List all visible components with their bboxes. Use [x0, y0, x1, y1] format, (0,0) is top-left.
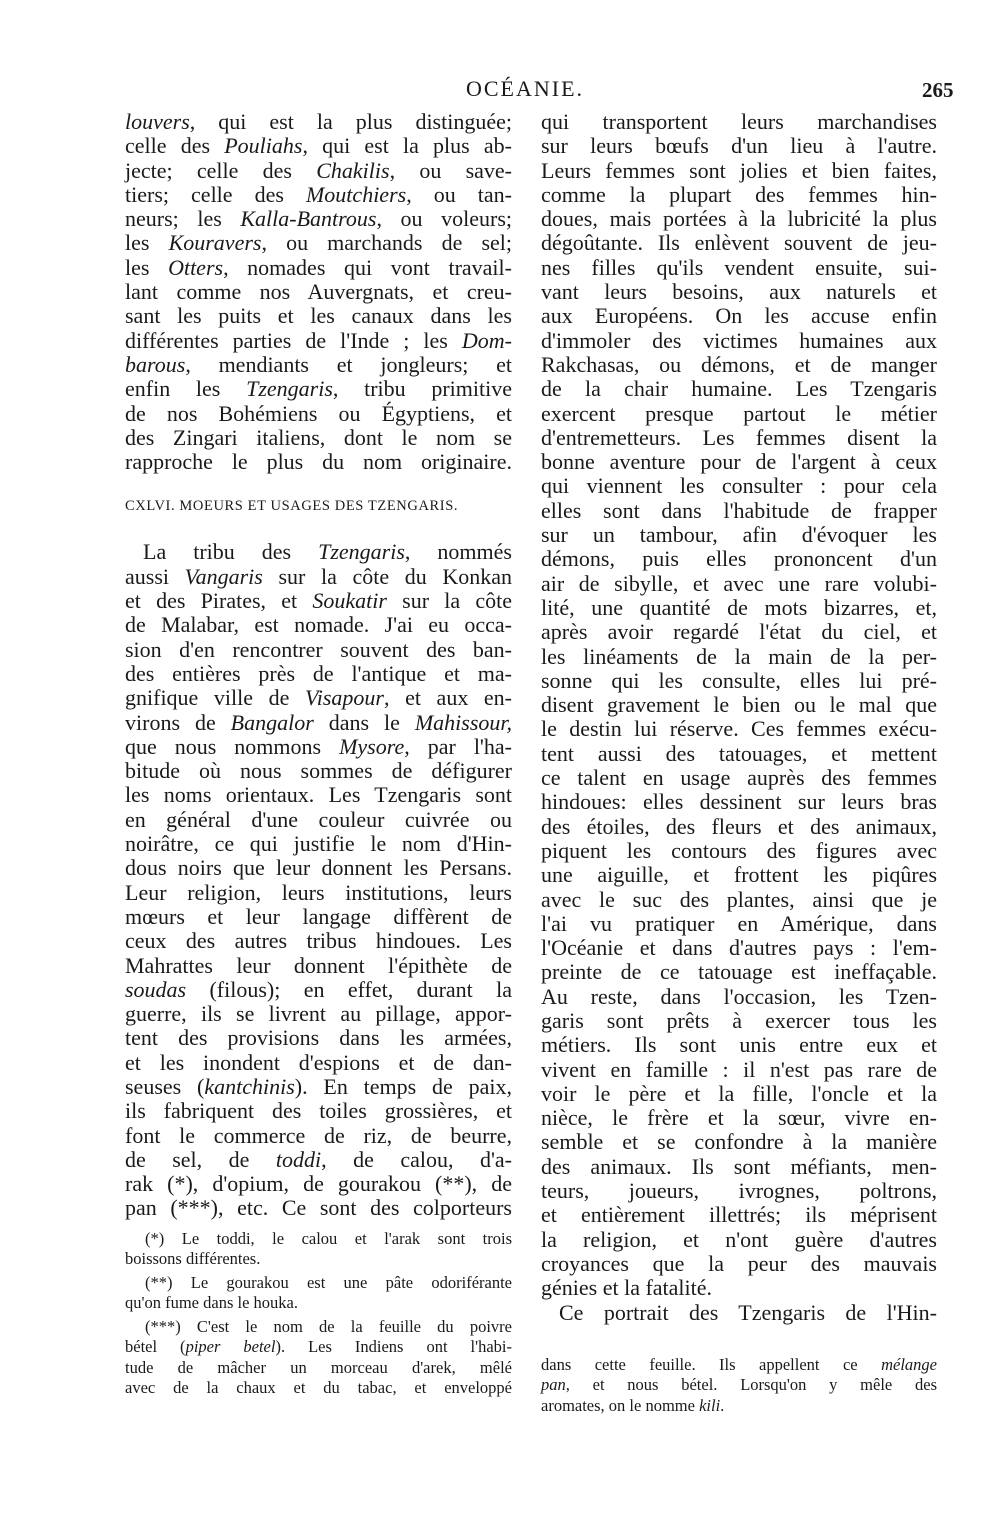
text-line: et les inondent d'espions et de dan- [125, 1049, 512, 1075]
footnote-line: (*) Le toddi, le calou et l'arak sont trois [145, 1228, 512, 1248]
text-line: différentes parties de l'Inde ; les Dom- [125, 327, 512, 353]
text-line: aromates, on le nomme kili. [541, 1395, 725, 1415]
text-line: vivent en famille : il n'est pas rare de [541, 1056, 937, 1082]
text-line: neurs; les Kalla-Bantrous, ou voleurs; [125, 206, 512, 232]
text-line: tent des provisions dans les armées, [125, 1025, 512, 1051]
italic-term: Kouravers [168, 230, 262, 256]
running-head: OCÉANIE. [466, 76, 585, 101]
text-line: en général d'une couleur cuivrée ou [125, 806, 512, 832]
footnote-line: (**) Le gourakou est une pâte odoriférante [145, 1272, 512, 1292]
footnotes [125, 1229, 512, 1399]
text-line: les Otters, nomades qui vont travail- [125, 254, 512, 280]
text-line: aussi Vangaris sur la côte du Konkan [125, 563, 513, 589]
footnote-line: tude de mâcher un morceau d'arek, mêlé [125, 1357, 512, 1377]
text-line: des entières près de l'antique et ma- [125, 660, 512, 686]
text-line: jecte; celle des Chakilis, ou save- [125, 157, 512, 183]
text-line: seuses (kantchinis). En temps de paix, [125, 1073, 512, 1099]
text-line: Ce portrait des Tzengaris de l'Hin- [559, 1299, 937, 1325]
italic-term: louvers [125, 109, 190, 134]
italic-term: Mysore [339, 733, 405, 759]
italic-term: Visapour [304, 685, 384, 711]
italic-term: Pouliahs [224, 133, 303, 159]
text-line: La tribu des Tzengaris, nommés [143, 539, 512, 565]
text-line: après avoir regardé l'état du ciel, et [541, 619, 937, 645]
text-line: avec le suc des plantes, ainsi que je [541, 886, 937, 912]
text-line: hindoues: elles dessinent sur leurs bras [541, 789, 937, 815]
text-line: enfin les Tzengaris, tribu primitive [125, 376, 512, 402]
italic-term: Vangaris [184, 563, 263, 589]
footnote [125, 1273, 512, 1314]
text-line: tiers; celle des Moutchiers, ou tan- [125, 181, 512, 207]
text-line: noirâtre, ce qui justifie le nom d'Hin- [125, 831, 512, 857]
text-line: sur leurs bœufs d'un lieu à l'autre. [541, 133, 937, 159]
text-line: démons, puis elles prononcent d'un [541, 546, 937, 572]
italic-term: Chakilis [316, 157, 390, 183]
footnote-line: qu'on fume dans le houka. [125, 1293, 298, 1313]
text-line: et entièrement illettrés; ils méprisent [541, 1202, 937, 1228]
text-line: pan (***), etc. Ce sont des colporteurs [125, 1195, 512, 1221]
text-line: louvers, qui est la plus distinguée; [125, 109, 512, 134]
text-line: aux Européens. On les accuse enfin [541, 303, 937, 329]
text-line: de Malabar, est nomade. J'ai eu occa- [125, 612, 512, 638]
italic-term: pan [541, 1375, 566, 1395]
text-line: exercent presque partout le métier [541, 400, 937, 426]
italic-term: soudas [125, 976, 187, 1002]
text-line: ils fabriquent des toiles grossières, et [125, 1098, 512, 1124]
text-line: comme la plupart des femmes hin- [541, 181, 937, 207]
text-line: soudas (filous); en effet, durant la [125, 976, 512, 1002]
text-line: Leur religion, leurs institutions, leurs [125, 879, 512, 905]
text-line: preinte de ce tatouage est ineffaçable. [541, 959, 937, 985]
text-line: garis sont prêts à exercer tous les [541, 1007, 937, 1033]
text-line: dous noirs que leur donnent les Persans. [125, 855, 512, 881]
italic-term: Otters [168, 254, 224, 280]
footnote-line: avec de la chaux et du tabac, et enveloppé [125, 1378, 512, 1398]
text-line: le destin lui réserve. Ces femmes exécu- [541, 716, 937, 742]
text-line: de la chair humaine. Les Tzengaris [541, 376, 937, 402]
text-line: air de sibylle, et avec une rare volubi- [541, 570, 937, 596]
text-line: nes filles qu'ils vendent ensuite, sui- [541, 254, 937, 280]
text-line: les linéaments de la main de la per- [541, 643, 937, 669]
text-line: Au reste, dans l'occasion, les Tzen- [541, 983, 937, 1009]
text-line: de sel, de toddi, de calou, d'a- [125, 1146, 513, 1172]
italic-term: piper betel [185, 1337, 276, 1357]
text-line: virons de Bangalor dans le Mahissour, [125, 709, 513, 735]
paragraph-tzengaris-customs [125, 540, 512, 1220]
footnote-line: boissons différentes. [125, 1249, 261, 1269]
text-line: dans cette feuille. Ils appellent ce mélange [541, 1354, 937, 1374]
italic-term: Tzengaris [246, 376, 333, 402]
text-line: les noms orientaux. Les Tzengaris sont [125, 782, 512, 808]
left-column [125, 110, 512, 1399]
paragraph-portrait [541, 1301, 937, 1325]
text-line: que nous nommons Mysore, par l'ha- [125, 733, 512, 759]
italic-term: Mahissour, [414, 709, 513, 735]
text-line: ceux des autres tribus hindoues. Les [125, 928, 512, 954]
text-line: d'immoler des victimes humaines aux [541, 327, 937, 353]
text-line: des Zingari italiens, dont le nom se [125, 424, 512, 450]
italic-term: kantchinis [204, 1073, 295, 1099]
text-line: celle des Pouliahs, qui est la plus ab- [125, 133, 512, 159]
italic-term: Dom- [461, 327, 512, 353]
text-line: pan, et nous bétel. Lorsqu'on y mêle des [541, 1375, 937, 1395]
text-line: Mahrattes leur donnent l'épithète de [125, 952, 512, 978]
text-line: ce talent en usage auprès des femmes [541, 765, 937, 791]
text-line: des étoiles, des fleurs et des animaux, [541, 813, 937, 839]
text-line: la religion, et n'ont guère d'autres [541, 1226, 937, 1252]
text-line: guerre, ils se livrent au pillage, appor- [125, 1001, 512, 1027]
text-line: teurs, joueurs, ivrognes, poltrons, [541, 1178, 937, 1204]
footnote [125, 1317, 512, 1399]
text-line: qui viennent les consulter : pour cela [541, 473, 937, 499]
text-line: piquent les contours des figures avec [541, 837, 937, 863]
text-line: métiers. Ils sont unis entre eux et [541, 1032, 937, 1058]
italic-term: Bangalor [230, 709, 314, 735]
paragraph-tzengaris-continued [541, 110, 937, 1301]
italic-term: Tzengaris [318, 539, 405, 565]
page-number: 265 [922, 78, 954, 102]
text-line: barous, mendiants et jongleurs; et [125, 351, 512, 377]
text-line: font le commerce de riz, de beurre, [125, 1122, 512, 1148]
text-line: croyances que la peur des mauvais [541, 1250, 937, 1276]
text-line: mœurs et leur langage diffèrent de [125, 903, 512, 929]
text-line: sant les puits et les canaux dans les [125, 303, 512, 329]
text-line: de nos Bohémiens ou Égyptiens, et [125, 400, 512, 426]
footnote [125, 1229, 512, 1270]
text-line: dégoûtante. Ils enlèvent souvent de jeu- [541, 230, 937, 256]
text-line: génies et la fatalité. [541, 1275, 713, 1301]
right-column [541, 110, 937, 1416]
text-line: lant comme nos Auvergnats, et creu- [125, 279, 512, 305]
italic-term: Moutchiers [305, 181, 407, 207]
text-line: l'ai vu pratiquer en Amérique, dans [541, 910, 937, 936]
text-line: sion d'en rencontrer souvent des ban- [125, 636, 512, 662]
text-line: Rakchasas, ou démons, et de manger [541, 351, 937, 377]
text-line: doues, mais portées à la lubricité la plus [541, 206, 937, 232]
text-line: voir le père et la fille, l'oncle et la [541, 1080, 937, 1106]
text-line: rak (*), d'opium, de gourakou (**), de [125, 1171, 512, 1197]
text-line: disent gravement le bien ou le mal que [541, 692, 937, 718]
section-heading: CXLVI. MOEURS ET USAGES DES TZENGARIS. [125, 498, 459, 515]
italic-term: mélange [881, 1354, 937, 1374]
footnote-line: (***) C'est le nom de la feuille du poivre [145, 1316, 512, 1336]
italic-term: kili [699, 1395, 721, 1415]
text-line: l'Océanie et dans d'autres pays : l'em- [541, 935, 937, 961]
text-line: semble et se confondre à la manière [541, 1129, 937, 1155]
text-line: bitude où nous sommes de défigurer [125, 758, 512, 784]
text-line: une aiguille, et frottent les piqûres [541, 862, 937, 888]
italic-term: barous [125, 351, 186, 377]
text-line: elles sont dans l'habitude de frapper [541, 497, 937, 523]
text-line: sur un tambour, afin d'évoquer les [541, 522, 937, 548]
text-line: des animaux. Ils sont méfiants, men- [541, 1153, 937, 1179]
text-line: et des Pirates, et Soukatir sur la côte [125, 588, 512, 614]
text-line: lité, une quantité de mots bizarres, et, [541, 594, 937, 620]
paragraph-castes [125, 110, 512, 474]
text-line: d'entremetteurs. Les femmes disent la [541, 424, 937, 450]
text-line: tent aussi des tatouages, et mettent [541, 740, 937, 766]
text-line: Leurs femmes sont jolies et bien faites, [541, 157, 937, 183]
text-line: sonne qui les consulte, elles lui pré- [541, 667, 937, 693]
text-line: nièce, le frère et la sœur, vivre en- [541, 1105, 937, 1131]
italic-term: Kalla-Bantrous [240, 206, 377, 232]
italic-term: toddi [275, 1146, 322, 1172]
italic-term: Soukatir [312, 588, 387, 614]
text-line: vant leurs besoins, aux naturels et [541, 279, 937, 305]
text-line: les Kouravers, ou marchands de sel; [125, 230, 512, 256]
text-line: qui transportent leurs marchandises [541, 109, 937, 134]
text-line: rapproche le plus du nom originaire. [125, 449, 512, 475]
text-line: gnifique ville de Visapour, et aux en- [125, 685, 512, 711]
footnote-line: bétel (piper betel). Les Indiens ont l'habi- [125, 1337, 512, 1357]
footnote-continuation [541, 1355, 937, 1417]
text-line: bonne aventure pour de l'argent à ceux [541, 449, 937, 475]
